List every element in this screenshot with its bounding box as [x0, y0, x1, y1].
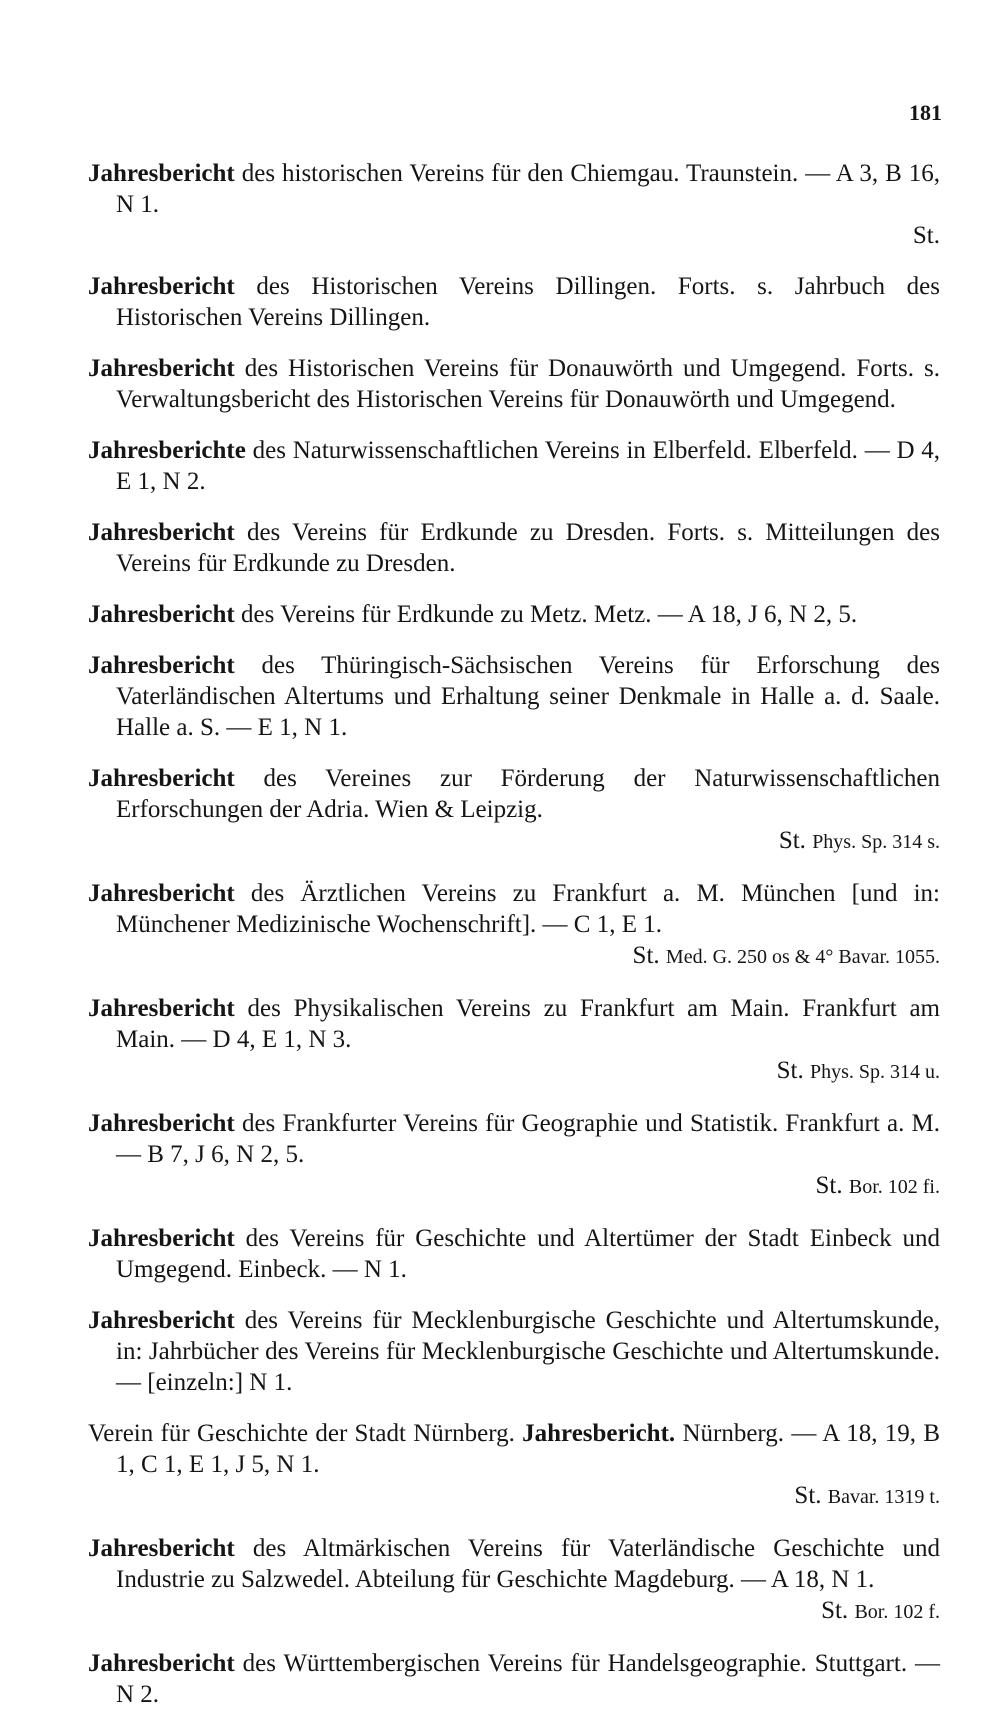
- shelfmark-prefix: St.: [815, 1172, 843, 1199]
- entry-keyword: Jahresbericht: [88, 519, 235, 546]
- entry-keyword: Jahresbericht: [88, 652, 235, 679]
- shelfmark-code: Bor. 102 f.: [854, 1601, 940, 1623]
- bibliography-entry: [88, 993, 940, 1088]
- bibliography-entry: [88, 353, 940, 415]
- bibliography-entry: [88, 599, 940, 630]
- entry-keyword: Jahresbericht: [88, 1307, 235, 1334]
- bibliography-entry: [88, 435, 940, 497]
- bibliography-entry: [88, 1108, 940, 1203]
- entry-text: des Vereins für Mecklenburgische Geschichte und Altertumskunde, in: Jahrbücher des Vereins für Mecklenburgische Geschichte und Altertumskunde. — [einzeln:] N 1.: [116, 1307, 941, 1396]
- bibliography-entry: [88, 517, 940, 579]
- entry-keyword: Jahresberichte: [88, 437, 246, 464]
- entry-text: des Physikalischen Vereins zu Frankfurt am Main. Frankfurt am Main. — D 4, E 1, N 3.: [116, 995, 940, 1053]
- bibliography-entry: [88, 650, 940, 743]
- shelfmark-code: Phys. Sp. 314 u.: [809, 1061, 940, 1083]
- shelfmark: [116, 1055, 940, 1088]
- bibliography-entry: [88, 878, 940, 973]
- entry-keyword: Jahresbericht: [88, 1535, 235, 1562]
- shelfmark-code: Phys. Sp. 314 s.: [812, 831, 940, 853]
- entry-prefix: Verein für Geschichte der Stadt Nürnberg.: [88, 1420, 515, 1447]
- shelfmark-code: Bor. 102 fi.: [848, 1176, 940, 1198]
- entry-text: des Vereins für Erdkunde zu Dresden. Forts. s. Mitteilungen des Vereins für Erdkunde zu Dresden.: [116, 519, 941, 577]
- bibliography-entry: [88, 1533, 940, 1628]
- bibliography-entry: [88, 1305, 940, 1398]
- shelfmark-prefix: St.: [912, 222, 940, 249]
- entry-keyword: Jahresbericht: [88, 1650, 235, 1677]
- shelfmark-prefix: St.: [794, 1482, 822, 1509]
- entry-keyword: Jahresbericht: [88, 995, 235, 1022]
- shelfmark-prefix: St.: [778, 827, 806, 854]
- entry-text: des Naturwissenschaftlichen Vereins in Elberfeld. Elberfeld. — D 4, E 1, N 2.: [116, 437, 940, 495]
- entry-text: des Vereins für Erdkunde zu Metz. Metz. — A 18, J 6, N 2, 5.: [241, 601, 858, 628]
- shelfmark: [116, 220, 940, 251]
- entry-keyword: Jahresbericht: [88, 160, 235, 187]
- entry-keyword: Jahresbericht: [88, 601, 235, 628]
- shelfmark-prefix: St.: [776, 1057, 804, 1084]
- entry-keyword: Jahresbericht: [88, 355, 235, 382]
- entry-text: des historischen Vereins für den Chiemgau. Traunstein. — A 3, B 16, N 1.: [116, 160, 941, 218]
- entry-text: des Altmärkischen Vereins für Vaterländische Geschichte und Industrie zu Salzwedel. Abteilung für Geschichte Magdeburg. — A 18, N 1.: [116, 1535, 940, 1593]
- shelfmark: [116, 1595, 940, 1628]
- entry-text: Nürnberg. — A 18, 19, B 1, C 1, E 1, J 5, N 1.: [116, 1420, 941, 1478]
- bibliography-entry: [88, 158, 940, 251]
- entry-keyword: Jahresbericht: [88, 273, 235, 300]
- entry-text: des Württembergischen Vereins für Handelsgeographie. Stuttgart. — N 2.: [116, 1650, 940, 1708]
- shelfmark: [116, 1480, 940, 1513]
- entry-keyword: Jahresbericht: [88, 1110, 235, 1137]
- bibliography-list: [88, 158, 940, 1730]
- bibliography-entry: [88, 1648, 940, 1710]
- shelfmark-code: Bavar. 1319 t.: [827, 1486, 940, 1508]
- entry-keyword: Jahresbericht: [88, 765, 235, 792]
- bibliography-entry: [88, 763, 940, 858]
- entry-text: des Ärztlichen Vereins zu Frankfurt a. M. München [und in: Münchener Medizinische Wochenschrift]. — C 1, E 1.: [116, 880, 940, 938]
- shelfmark: [116, 1170, 940, 1203]
- shelfmark: [116, 940, 940, 973]
- entry-text: des Frankfurter Vereins für Geographie und Statistik. Frankfurt a. M. — B 7, J 6, N 2, 5.: [116, 1110, 940, 1168]
- entry-text: des Historischen Vereins Dillingen. Forts. s. Jahrbuch des Historischen Vereins Dillingen.: [116, 273, 941, 331]
- entry-text: des Historischen Vereins für Donauwörth und Umgegend. Forts. s. Verwaltungsbericht des Historischen Vereins für Donauwörth und Umgegend.: [116, 355, 940, 413]
- entry-keyword: Jahresbericht.: [522, 1420, 676, 1447]
- bibliography-entry: [88, 1223, 940, 1285]
- shelfmark-code: Med. G. 250 os & 4° Bavar. 1055.: [665, 946, 940, 968]
- bibliography-entry: [88, 1418, 940, 1513]
- entry-text: des Vereines zur Förderung der Naturwissenschaftlichen Erforschungen der Adria. Wien & Leipzig.: [116, 765, 940, 823]
- entry-keyword: Jahresbericht: [88, 1225, 235, 1252]
- shelfmark: [116, 825, 940, 858]
- shelfmark-prefix: St.: [821, 1597, 849, 1624]
- entry-text: des Thüringisch-Sächsischen Vereins für Erforschung des Vaterländischen Altertums und Erhaltung seiner Denkmale in Halle a. d. Saale. Halle a. S. — E 1, N 1.: [116, 652, 940, 741]
- page-number: 181: [909, 100, 942, 125]
- entry-keyword: Jahresbericht: [88, 880, 235, 907]
- shelfmark-prefix: St.: [632, 942, 660, 969]
- entry-text: des Vereins für Geschichte und Altertümer der Stadt Einbeck und Umgegend. Einbeck. — N 1.: [116, 1225, 940, 1283]
- bibliography-entry: [88, 271, 940, 333]
